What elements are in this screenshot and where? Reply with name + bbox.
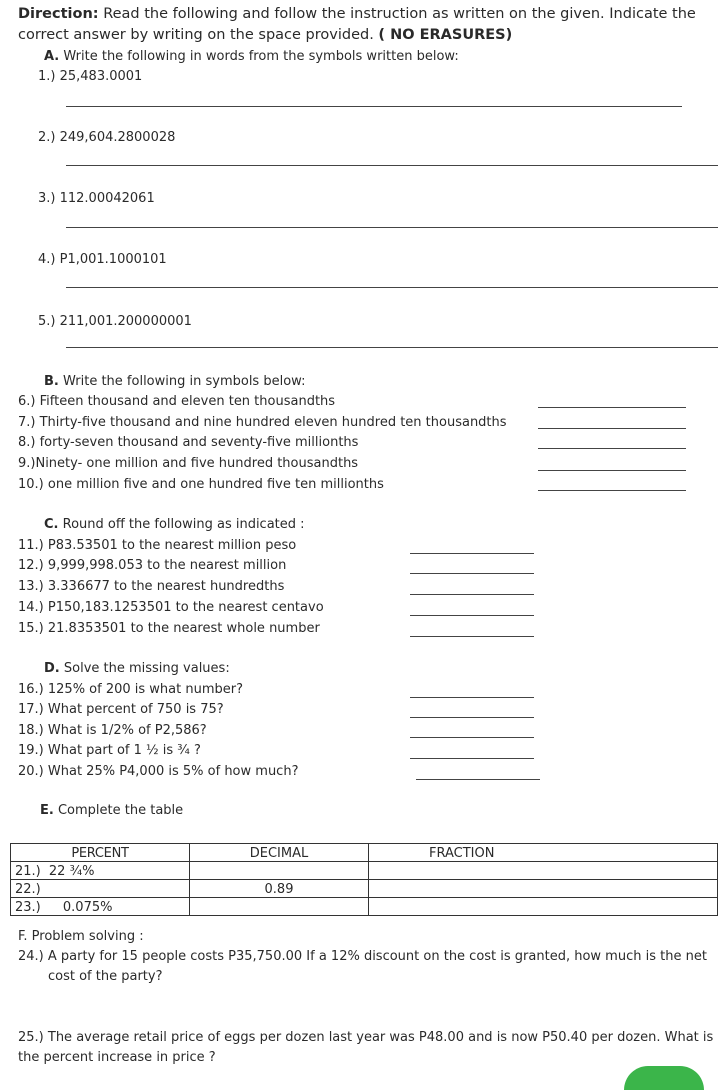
question-8: 8.) forty-seven thousand and seventy-five millionths	[18, 435, 359, 450]
answer-line-12[interactable]	[410, 573, 534, 574]
answer-line-15[interactable]	[410, 636, 534, 637]
percent-value: 22 ¾%	[48, 864, 95, 879]
cell-percent[interactable]	[11, 880, 190, 898]
direction-paragraph-line2	[18, 27, 512, 43]
section-b-instruction: Write the following in symbols below:	[63, 374, 306, 389]
direction-text-cont: correct answer by writing on the space provided.	[18, 27, 374, 43]
question-18: 18.) What is 1/2% of P2,586?	[18, 723, 207, 738]
question-5: 5.) 211,001.200000001	[38, 314, 192, 329]
answer-line-1[interactable]	[66, 106, 682, 107]
table-header-row	[11, 844, 718, 862]
decimal-value: 0.89	[264, 882, 294, 897]
question-1: 1.) 25,483.0001	[38, 69, 143, 84]
question-4: 4.) P1,001.1000101	[38, 252, 167, 267]
answer-line-16[interactable]	[410, 697, 534, 698]
header-fraction: FRACTION	[369, 844, 718, 862]
question-19: 19.) What part of 1 ½ is ¾ ?	[18, 743, 201, 758]
cell-decimal[interactable]	[190, 898, 369, 916]
question-25-line1: 25.) The average retail price of eggs per dozen last year was P48.00 and is now P50.40 per dozen. What is	[18, 1030, 714, 1045]
answer-line-3[interactable]	[66, 227, 718, 228]
no-erasures-note: ( NO ERASURES)	[378, 27, 513, 43]
header-decimal: DECIMAL	[190, 844, 369, 862]
section-b-title	[44, 374, 305, 389]
table-row	[11, 898, 718, 916]
answer-line-8[interactable]	[538, 448, 686, 449]
section-c-letter: C.	[44, 517, 59, 532]
answer-line-13[interactable]	[410, 594, 534, 595]
section-e-title	[40, 803, 183, 818]
cell-percent	[11, 898, 190, 916]
answer-line-19[interactable]	[410, 758, 534, 759]
answer-line-6[interactable]	[538, 407, 686, 408]
direction-text: Read the following and follow the instruction as written on the given. Indicate the	[103, 6, 696, 22]
section-d-instruction: Solve the missing values:	[63, 661, 230, 676]
row-number: 22.)	[15, 882, 41, 897]
question-17: 17.) What percent of 750 is 75?	[18, 702, 224, 717]
question-11: 11.) P83.53501 to the nearest million peso	[18, 538, 297, 553]
section-a-letter: A.	[44, 49, 60, 64]
question-16: 16.) 125% of 200 is what number?	[18, 682, 244, 697]
section-b-letter: B.	[44, 374, 59, 389]
section-c-title	[44, 517, 305, 532]
answer-line-2[interactable]	[66, 165, 718, 166]
row-number: 23.)	[15, 900, 41, 915]
answer-line-9[interactable]	[538, 470, 686, 471]
cell-percent	[11, 862, 190, 880]
question-15: 15.) 21.8353501 to the nearest whole number	[18, 621, 320, 636]
question-2: 2.) 249,604.2800028	[38, 130, 176, 145]
question-13: 13.) 3.336677 to the nearest hundredths	[18, 579, 285, 594]
section-a-instruction: Write the following in words from the symbols written below:	[63, 49, 459, 64]
conversion-table	[10, 843, 718, 916]
question-12: 12.) 9,999,998.053 to the nearest million	[18, 558, 287, 573]
cell-fraction[interactable]	[369, 862, 718, 880]
section-f-title: F. Problem solving :	[18, 929, 144, 944]
question-24-line2: cost of the party?	[48, 969, 163, 984]
table-row	[11, 880, 718, 898]
section-e-letter: E.	[40, 803, 54, 818]
answer-line-11[interactable]	[410, 553, 534, 554]
answer-line-18[interactable]	[410, 737, 534, 738]
question-9: 9.)Ninety- one million and five hundred thousandths	[18, 456, 359, 471]
section-e-instruction: Complete the table	[57, 803, 184, 818]
cell-fraction[interactable]	[369, 880, 718, 898]
section-d-title	[44, 661, 230, 676]
question-14: 14.) P150,183.1253501 to the nearest centavo	[18, 600, 324, 615]
percent-value: 0.075%	[62, 900, 113, 915]
question-24-line1: 24.) A party for 15 people costs P35,750.00 If a 12% discount on the cost is granted, how much is the net	[18, 949, 707, 964]
section-c-instruction: Round off the following as indicated :	[62, 517, 305, 532]
header-percent: PERCENT	[11, 844, 190, 862]
floating-action-button-edge[interactable]	[624, 1066, 704, 1090]
answer-line-14[interactable]	[410, 615, 534, 616]
answer-line-4[interactable]	[66, 287, 718, 288]
question-10: 10.) one million five and one hundred five ten millionths	[18, 477, 384, 492]
question-3: 3.) 112.00042061	[38, 191, 155, 206]
answer-line-7[interactable]	[538, 428, 686, 429]
question-20: 20.) What 25% P4,000 is 5% of how much?	[18, 764, 299, 779]
answer-line-17[interactable]	[410, 717, 534, 718]
cell-decimal[interactable]	[190, 862, 369, 880]
question-7: 7.) Thirty-five thousand and nine hundred eleven hundred ten thousandths	[18, 415, 507, 430]
direction-paragraph-line1	[18, 6, 696, 22]
cell-fraction[interactable]	[369, 898, 718, 916]
question-6: 6.) Fifteen thousand and eleven ten thousandths	[18, 394, 336, 409]
table-row	[11, 862, 718, 880]
answer-line-10[interactable]	[538, 490, 686, 491]
section-d-letter: D.	[44, 661, 60, 676]
answer-line-20[interactable]	[416, 779, 540, 780]
question-25-line2: the percent increase in price ?	[18, 1050, 216, 1065]
answer-line-5[interactable]	[66, 347, 718, 348]
row-number: 21.)	[15, 864, 41, 879]
section-a-title	[44, 49, 459, 64]
direction-label: Direction:	[18, 6, 99, 22]
cell-decimal	[190, 880, 369, 898]
